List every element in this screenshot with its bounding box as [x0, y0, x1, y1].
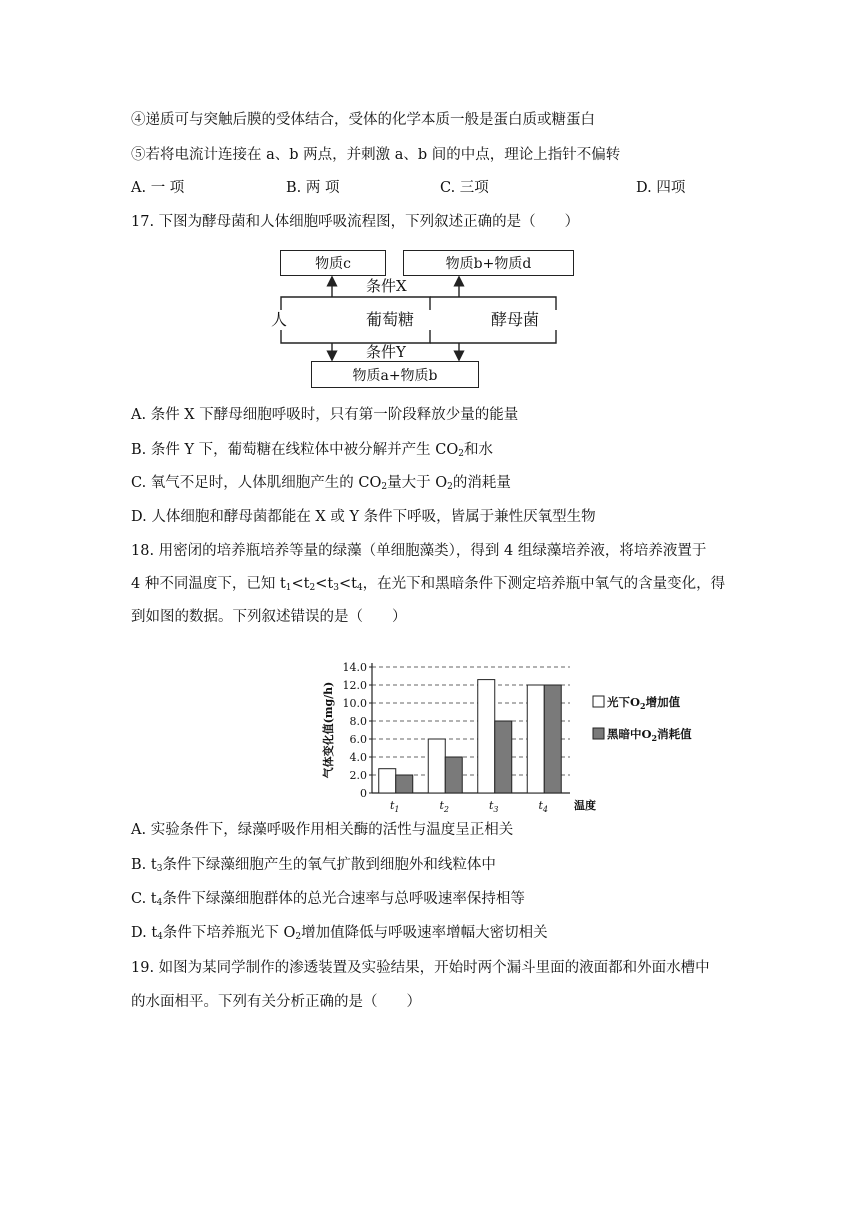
statement-4: ④递质可与突触后膜的受体结合，受体的化学本质一般是蛋白质或糖蛋白 — [131, 112, 595, 128]
diagram-box-bd: 物质b+物质d — [403, 250, 574, 276]
x-tick-label: $t_1$ — [389, 799, 400, 814]
x-tick-label: $t_3$ — [488, 799, 499, 814]
q17-option-b: B. 条件 Y 下，葡萄糖在线粒体中被分解并产生 $CO_2$和水 — [131, 442, 493, 459]
q17-option-c: C. 氧气不足时，人体肌细胞产生的 $CO_2$量大于 $O_2$的消耗量 — [131, 475, 511, 492]
q18-stem-line1: 18. 用密闭的培养瓶培养等量的绿藻（单细胞藻类），得到 4 组绿藻培养液，将培养液置于 — [131, 543, 707, 559]
legend-swatch — [593, 696, 604, 707]
q18-option-a: A. 实验条件下，绿藻呼吸作用相关酶的活性与温度呈正相关 — [131, 822, 514, 838]
bar-t3-series1 — [478, 680, 495, 793]
bar-t1-series2 — [396, 775, 413, 793]
bar-t1-series1 — [379, 769, 396, 793]
y-tick-label: 4.0 — [349, 751, 367, 764]
q19-stem-line2: 的水面相平。下列有关分析正确的是（ ） — [131, 994, 421, 1010]
y-tick-label: 12.0 — [342, 679, 367, 692]
diagram-box-c: 物质c — [280, 250, 386, 276]
bar-t4-series1 — [527, 685, 544, 793]
q16-option-c: C. 三项 — [440, 180, 489, 196]
diagram-yeast: 酵母菌 — [491, 310, 540, 329]
diagram-condition-x: 条件X — [366, 277, 407, 295]
legend-swatch — [593, 728, 604, 739]
statement-5: ⑤若将电流计连接在 a、b 两点，并刺激 a、b 间的中点，理论上指针不偏转 — [131, 147, 621, 163]
q17-option-a: A. 条件 X 下酵母细胞呼吸时，只有第一阶段释放少量的能量 — [131, 407, 519, 423]
legend-label: 黑暗中$O_2$消耗值 — [607, 727, 692, 743]
diagram-arrows — [0, 0, 860, 400]
bar-t2-series2 — [445, 757, 462, 793]
y-tick-label: 10.0 — [342, 697, 367, 710]
diagram-human: 人 — [271, 310, 288, 329]
bar-t3-series2 — [495, 721, 512, 793]
x-axis-label: 温度 — [574, 799, 596, 812]
x-tick-label: $t_2$ — [439, 799, 450, 814]
diagram-glucose: 葡萄糖 — [366, 310, 415, 329]
y-tick-label: 2.0 — [349, 769, 367, 782]
q18-option-b: B. $t_3$条件下绿藻细胞产生的氧气扩散到细胞外和线粒体中 — [131, 857, 496, 874]
q18-stem-line2: 4 种不同温度下，已知 $t_1<t_2<t_3<t_4$，在光下和黑暗条件下测定培养瓶中氧气的含量变化，得 — [131, 576, 726, 593]
q18-option-c: C. $t_4$条件下绿藻细胞群体的总光合速率与总呼吸速率保持相等 — [131, 891, 525, 908]
y-axis-label: 气体变化值(mg/h) — [322, 681, 335, 779]
q19-stem-line1: 19. 如图为某同学制作的渗透装置及实验结果，开始时两个漏斗里面的液面都和外面水槽中 — [131, 960, 710, 976]
legend-label: 光下$O_2$增加值 — [607, 695, 681, 711]
y-tick-label: 6.0 — [349, 733, 367, 746]
q17-stem: 17. 下图为酵母菌和人体细胞呼吸流程图，下列叙述正确的是（ ） — [131, 214, 580, 230]
q17-option-d: D. 人体细胞和酵母菌都能在 X 或 Y 条件下呼吸，皆属于兼性厌氧型生物 — [131, 509, 596, 525]
oxygen-bar-chart — [300, 630, 720, 820]
y-tick-label: 0 — [360, 787, 367, 800]
x-tick-label: $t_4$ — [538, 799, 549, 814]
y-tick-label: 8.0 — [349, 715, 367, 728]
bar-t4-series2 — [544, 685, 561, 793]
q16-option-a: A. 一 项 — [131, 180, 185, 196]
q18-option-d: D. $t_4$条件下培养瓶光下 $O_2$增加值降低与呼吸速率增幅大密切相关 — [131, 925, 548, 942]
q16-option-d: D. 四项 — [636, 180, 686, 196]
q18-stem-line3: 到如图的数据。下列叙述错误的是（ ） — [131, 609, 407, 625]
q16-option-b: B. 两 项 — [286, 180, 340, 196]
diagram-condition-y: 条件Y — [366, 343, 406, 361]
bar-t2-series1 — [428, 739, 445, 793]
diagram-box-ab: 物质a+物质b — [311, 361, 479, 388]
y-tick-label: 14.0 — [342, 661, 367, 674]
